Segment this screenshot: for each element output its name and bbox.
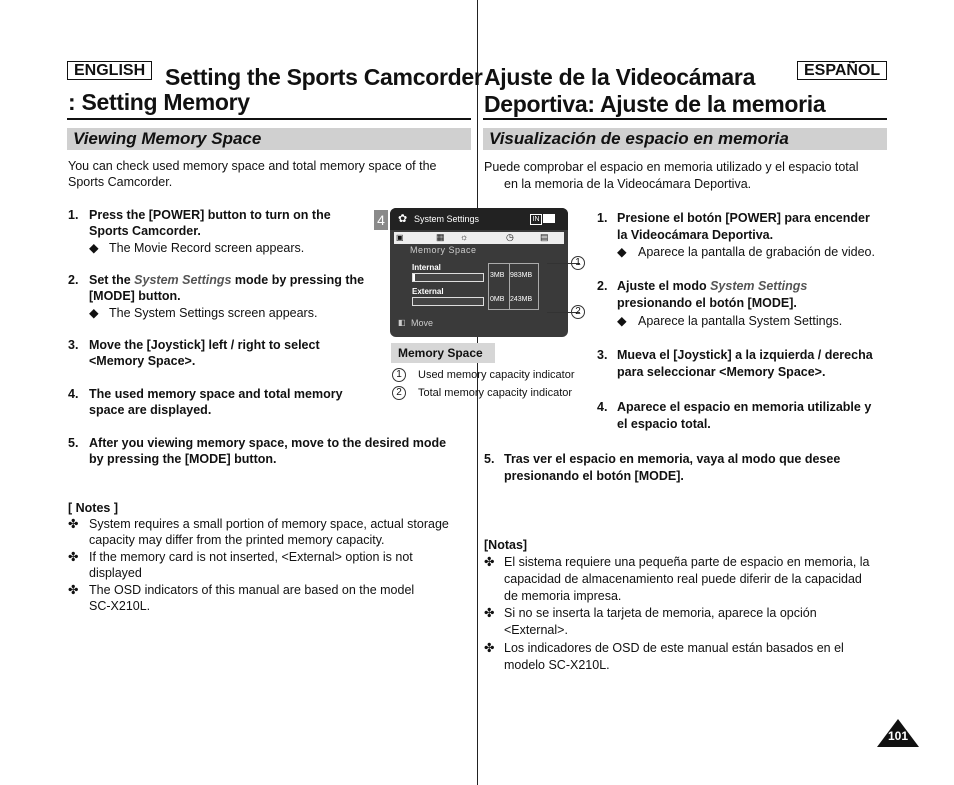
right-step5-line1: Tras ver el espacio en memoria, vaya al modo que desee (504, 452, 841, 466)
right-step1-num: 1. (597, 211, 608, 225)
left-step2-line1: Set the System Settings mode by pressing the (89, 273, 365, 287)
right-step1-bullet: Aparece la pantalla de grabación de video. (638, 245, 875, 259)
caption-item2-text: Total memory capacity indicator (418, 387, 573, 399)
right-note3-mark: ✤ (484, 641, 495, 655)
external-total-value: 243MB (510, 296, 533, 303)
screen-footer-move: Move (411, 318, 434, 328)
memory-menu-icon: ▦ (436, 232, 445, 242)
right-note3-line1: Los indicadores de OSD de este manual están basados en el (504, 641, 844, 655)
step-number-badge: 4 (374, 210, 388, 230)
left-step1-num: 1. (68, 208, 79, 222)
left-note3-line1: The OSD indicators of this manual are based on the model (89, 583, 415, 597)
caption-item2-num: 2 (392, 386, 406, 400)
english-badge: ENGLISH (67, 61, 152, 80)
camcorder-screen (390, 208, 568, 337)
left-notes-title: [ Notes ] (68, 501, 118, 515)
clock-menu-icon: ◷ (506, 232, 514, 242)
left-step1-line1: Press the [POWER] button to turn on the (89, 208, 331, 222)
external-used-value: 0MB (490, 296, 505, 303)
left-note1-line1: System requires a small portion of memory space, actual storage (89, 517, 449, 531)
menu-icon-strip (394, 232, 564, 244)
right-step2-line1: Ajuste el modo System Settings (617, 279, 808, 293)
right-step4-line1: Aparece el espacio en memoria utilizable y (617, 400, 872, 414)
left-note2-line1: If the memory card is not inserted, <External> option is not (89, 550, 413, 564)
internal-bar-fill (413, 274, 415, 281)
settings-gear-icon: ✿ (398, 213, 408, 225)
joystick-icon: ◧ (398, 318, 406, 327)
internal-total-value: 983MB (510, 272, 533, 279)
caption-title: Memory Space (391, 343, 495, 363)
left-step3-line1: Move the [Joystick] left / right to select (89, 338, 320, 352)
right-section-header: Visualización de espacio en memoria (483, 128, 887, 150)
left-step2-line2: [MODE] button. (89, 289, 181, 303)
right-title-rule (483, 118, 887, 120)
screen-menu-title: Memory Space (410, 245, 477, 255)
right-intro-line1: Puede comprobar el espacio en memoria utilizado y el espacio total (484, 160, 859, 174)
camera-mode-icon: ▣ (396, 233, 404, 242)
left-step2-num: 2. (68, 273, 79, 287)
screen-header-title: System Settings (414, 214, 480, 224)
right-note3-line2: modelo SC-X210L. (504, 658, 610, 672)
right-step2-line2: presionando el botón [MODE]. (617, 296, 797, 310)
right-note2-mark: ✤ (484, 606, 495, 620)
left-step5-line1: After you viewing memory space, move to the desired mode (89, 436, 447, 450)
left-step3-line2: <Memory Space>. (89, 354, 196, 368)
used-indicator-box (488, 263, 510, 310)
caption-item1-text: Used memory capacity indicator (418, 369, 575, 381)
left-intro-line2: Sports Camcorder. (68, 175, 173, 189)
right-step4-line2: el espacio total. (617, 417, 711, 431)
right-step1-line2: la Videocámara Deportiva. (617, 228, 774, 242)
right-step4-num: 4. (597, 400, 608, 414)
right-note1-mark: ✤ (484, 555, 495, 569)
left-section-header: Viewing Memory Space (67, 128, 471, 150)
right-title-line1: Ajuste de la Videocámara (484, 64, 756, 90)
left-step5-line2: by pressing the [MODE] button. (89, 452, 277, 466)
right-note1-line2: capacidad de almacenamiento real puede diferir de la capacidad (504, 572, 862, 586)
left-note2-mark: ✤ (68, 550, 79, 564)
left-step1-bullet-mark: ◆ (89, 241, 99, 255)
internal-bar (412, 273, 484, 282)
battery-icon (543, 214, 555, 223)
left-title-rule (67, 118, 471, 120)
caption-item1-num: 1 (392, 368, 406, 382)
memory-indicator-icon: IN (530, 214, 542, 225)
right-step2-num: 2. (597, 279, 608, 293)
left-step1-bullet: The Movie Record screen appears. (109, 241, 305, 255)
right-step3-line2: para seleccionar <Memory Space>. (617, 365, 826, 379)
left-step4-line2: space are displayed. (89, 403, 212, 417)
left-step2-bullet: The System Settings screen appears. (109, 306, 318, 320)
right-note1-line1: El sistema requiere una pequeña parte de espacio en memoria, la (504, 555, 870, 569)
right-step5-line2: presionando el botón [MODE]. (504, 469, 684, 483)
brightness-menu-icon: ☼ (460, 232, 469, 242)
right-note2-line2: <External>. (504, 623, 568, 637)
right-notes-title: [Notas] (484, 538, 528, 552)
left-step5-num: 5. (68, 436, 79, 450)
callout2-marker: 2 (571, 305, 585, 319)
calendar-menu-icon: ▤ (540, 232, 549, 242)
espanol-badge: ESPAÑOL (797, 61, 887, 80)
left-step4-num: 4. (68, 387, 79, 401)
right-step2-bullet: Aparece la pantalla System Settings. (638, 314, 843, 328)
left-intro-line1: You can check used memory space and total memory space of the (68, 159, 437, 173)
right-note1-line3: de memoria impresa. (504, 589, 622, 603)
left-note3-mark: ✤ (68, 583, 79, 597)
left-note1-line2: capacity may differ from the printed memory capacity. (89, 533, 385, 547)
left-step2-bullet-mark: ◆ (89, 306, 99, 320)
left-step1-line2: Sports Camcorder. (89, 224, 201, 238)
right-step1-bullet-mark: ◆ (617, 245, 627, 259)
left-step3-num: 3. (68, 338, 79, 352)
right-step3-num: 3. (597, 348, 608, 362)
right-note2-line1: Si no se inserta la tarjeta de memoria, aparece la opción (504, 606, 817, 620)
right-title-line2: Deportiva: Ajuste de la memoria (484, 91, 826, 117)
right-step3-line1: Mueva el [Joystick] a la izquierda / derecha (617, 348, 873, 362)
left-title-line2: : Setting Memory (68, 89, 250, 115)
internal-label: Internal (412, 263, 441, 272)
left-note1-mark: ✤ (68, 517, 79, 531)
right-step5-num: 5. (484, 452, 495, 466)
left-note3-line2: SC-X210L. (89, 599, 151, 613)
internal-used-value: 3MB (490, 272, 505, 279)
right-step2-bullet-mark: ◆ (617, 314, 627, 328)
right-step1-line1: Presione el botón [POWER] para encender (617, 211, 870, 225)
left-step4-line1: The used memory space and total memory (89, 387, 343, 401)
left-note2-line2: displayed (89, 566, 142, 580)
page-number: 101 (887, 729, 909, 743)
right-intro-line2: en la memoria de la Videocámara Deportiva. (504, 177, 752, 191)
callout1-marker: 1 (571, 256, 585, 270)
external-bar (412, 297, 484, 306)
external-label: External (412, 287, 444, 296)
left-title-line1: Setting the Sports Camcorder (165, 64, 483, 90)
total-indicator-box (509, 263, 539, 310)
